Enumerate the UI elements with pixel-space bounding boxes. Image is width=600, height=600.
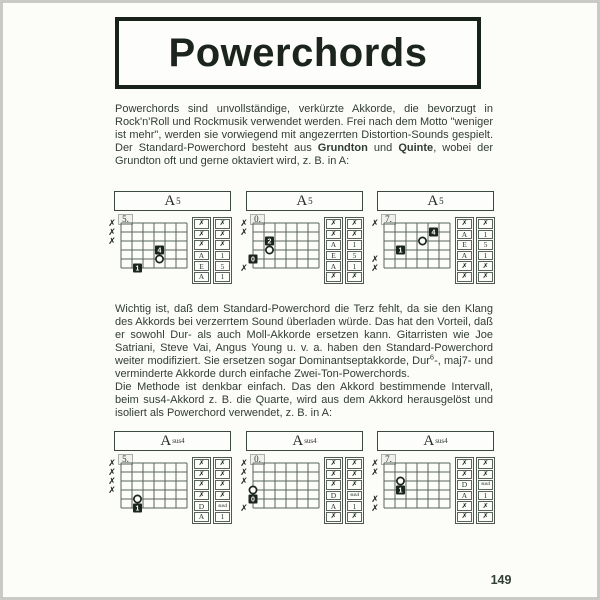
superscript: 6 <box>429 352 435 362</box>
intervals-column <box>213 457 232 524</box>
chord-root: A <box>423 432 435 449</box>
muted-string-x-icon: ✗ <box>108 477 116 488</box>
muted-x-icon: ✗ <box>482 272 489 281</box>
fret-position-label: 7. <box>381 214 396 225</box>
muted-string-x-icon: ✗ <box>108 459 116 470</box>
fretboard-grid <box>108 457 192 517</box>
muted-string-x-icon: ✗ <box>240 477 248 488</box>
muted-x-icon: ✗ <box>198 229 205 238</box>
intervals-column <box>345 457 364 524</box>
fifth-circle-marker <box>419 237 426 244</box>
note-cell <box>326 512 341 522</box>
note-cell <box>194 470 209 480</box>
chord-root: A <box>292 432 304 449</box>
muted-x-icon: ✗ <box>198 491 205 500</box>
cell-value: E <box>462 240 467 250</box>
chord-name-box: A 5 <box>377 191 494 211</box>
muted-x-icon: ✗ <box>330 272 337 281</box>
note-cell <box>457 459 472 469</box>
cell-value: A <box>198 272 205 282</box>
paragraph-methode <box>115 381 493 420</box>
muted-x-icon: ✗ <box>482 512 489 521</box>
muted-x-icon: ✗ <box>461 469 468 478</box>
intervals-column <box>345 217 364 284</box>
interval-cell <box>215 491 230 501</box>
interval-cell <box>478 470 493 480</box>
muted-string-x-icon: ✗ <box>240 459 248 470</box>
paragraph-terz <box>115 303 493 381</box>
finger-number: 1 <box>135 265 140 273</box>
intro-paragraph <box>115 103 493 168</box>
interval-cell <box>347 230 362 240</box>
muted-string-x-icon: ✗ <box>371 468 379 479</box>
muted-string-x-icon: ✗ <box>108 468 116 479</box>
muted-x-icon: ✗ <box>219 240 226 249</box>
muted-x-icon: ✗ <box>461 219 468 228</box>
cell-value: 1 <box>483 229 488 239</box>
chord-name-box: A 5 <box>114 191 231 211</box>
interval-cell <box>215 230 230 240</box>
interval-cell <box>215 459 230 469</box>
interval-cell <box>215 512 230 522</box>
intervals-column <box>476 217 495 284</box>
fretboard-grid <box>371 457 455 517</box>
note-cell <box>457 240 472 250</box>
muted-x-icon: ✗ <box>219 459 226 468</box>
note-cell <box>326 491 341 501</box>
muted-x-icon: ✗ <box>351 459 358 468</box>
chord-diagram-asus4-pos7 <box>371 431 503 523</box>
interval-cell <box>347 251 362 261</box>
cell-value: 5 <box>483 240 488 250</box>
muted-x-icon: ✗ <box>482 219 489 228</box>
muted-x-icon: ✗ <box>330 219 337 228</box>
interval-cell <box>347 261 362 271</box>
intervals-column <box>476 457 495 524</box>
muted-x-icon: ✗ <box>461 459 468 468</box>
finger-number: 1 <box>398 487 403 495</box>
notes-column <box>324 217 343 284</box>
fretboard-grid <box>240 457 324 517</box>
note-cell <box>194 480 209 490</box>
note-cell <box>457 470 472 480</box>
cell-value: sus4 <box>481 481 490 488</box>
interval-cell <box>347 240 362 250</box>
muted-x-icon: ✗ <box>219 480 226 489</box>
note-cell <box>457 251 472 261</box>
finger-number: 2 <box>267 238 272 246</box>
bold-term: Grundton <box>317 142 368 154</box>
text-run: Die Methode ist denkbar einfach. Das den Akkord bestimmende Intervall, beim sus4-Akkord z. B. die Quarte, wird aus dem Akkord herausgelöst und isoliert als Powerchord verwendet, z. B. in A: <box>115 381 493 419</box>
muted-x-icon: ✗ <box>198 219 205 228</box>
chord-root: A <box>427 192 439 209</box>
note-cell <box>326 480 341 490</box>
interval-cell <box>215 272 230 282</box>
muted-x-icon: ✗ <box>330 229 337 238</box>
cell-value: A <box>330 240 337 250</box>
cell-value: 1 <box>483 251 488 261</box>
chord-diagram-a5-pos7 <box>371 191 503 283</box>
chord-root: A <box>160 432 172 449</box>
note-cell <box>457 491 472 501</box>
text-run: und <box>367 142 399 154</box>
interval-cell <box>215 251 230 261</box>
interval-cell <box>347 512 362 522</box>
muted-string-x-icon: ✗ <box>240 264 248 275</box>
muted-x-icon: ✗ <box>219 219 226 228</box>
note-cell <box>194 491 209 501</box>
note-cell <box>326 240 341 250</box>
interval-cell <box>478 480 493 490</box>
chord-root: A <box>164 192 176 209</box>
muted-x-icon: ✗ <box>198 480 205 489</box>
fret-position-label: 5. <box>118 214 133 225</box>
cell-value: A <box>198 251 205 261</box>
finger-number: 0 <box>251 496 255 504</box>
interval-cell <box>478 512 493 522</box>
cell-value: sus4 <box>350 492 359 499</box>
finger-number: 0 <box>251 256 255 264</box>
interval-cell <box>347 272 362 282</box>
note-cell <box>457 261 472 271</box>
interval-cell <box>347 491 362 501</box>
bold-term: Quinte <box>398 142 434 154</box>
interval-cell <box>347 219 362 229</box>
note-cell <box>457 512 472 522</box>
fifth-circle-marker <box>156 255 163 262</box>
notes-column <box>455 217 474 284</box>
cell-value: E <box>199 261 204 271</box>
chord-diagram-asus4-open <box>240 431 372 523</box>
muted-x-icon: ✗ <box>461 512 468 521</box>
finger-number: 1 <box>135 505 140 513</box>
cell-value: 5 <box>352 251 357 261</box>
muted-string-x-icon: ✗ <box>108 486 116 497</box>
note-interval-table <box>455 217 495 284</box>
cell-value: 1 <box>352 501 357 511</box>
note-cell <box>457 501 472 511</box>
note-interval-table <box>324 457 364 524</box>
fifth-circle-marker <box>397 477 404 484</box>
powerchord-diagram-row <box>108 191 528 283</box>
muted-string-x-icon: ✗ <box>108 219 116 230</box>
interval-cell <box>478 219 493 229</box>
chord-diagram-a5-pos5 <box>108 191 240 283</box>
muted-string-x-icon: ✗ <box>371 219 379 230</box>
muted-x-icon: ✗ <box>198 240 205 249</box>
interval-cell <box>478 459 493 469</box>
muted-string-x-icon: ✗ <box>240 228 248 239</box>
cell-value: 1 <box>352 240 357 250</box>
muted-string-x-icon: ✗ <box>108 228 116 239</box>
note-cell <box>194 230 209 240</box>
muted-x-icon: ✗ <box>198 459 205 468</box>
note-cell <box>194 251 209 261</box>
note-cell <box>194 512 209 522</box>
notes-column <box>192 457 211 524</box>
fret-position-label: 0. <box>250 454 265 465</box>
cell-value: sus4 <box>218 502 227 509</box>
note-cell <box>326 230 341 240</box>
note-cell <box>326 459 341 469</box>
note-cell <box>326 470 341 480</box>
chord-root: A <box>296 192 308 209</box>
fret-position-label: 0. <box>250 214 265 225</box>
muted-string-x-icon: ✗ <box>240 219 248 230</box>
interval-cell <box>478 491 493 501</box>
note-cell <box>194 459 209 469</box>
muted-x-icon: ✗ <box>330 512 337 521</box>
note-cell <box>326 501 341 511</box>
book-page <box>3 3 597 597</box>
muted-string-x-icon: ✗ <box>108 237 116 248</box>
muted-x-icon: ✗ <box>351 512 358 521</box>
cell-value: 1 <box>220 251 225 261</box>
finger-number: 4 <box>157 247 162 255</box>
note-cell <box>457 219 472 229</box>
cell-value: A <box>198 512 205 522</box>
note-cell <box>194 272 209 282</box>
cell-value: 1 <box>220 272 225 282</box>
muted-string-x-icon: ✗ <box>371 504 379 515</box>
note-interval-table <box>455 457 495 524</box>
muted-x-icon: ✗ <box>461 272 468 281</box>
interval-cell <box>215 261 230 271</box>
interval-cell <box>215 470 230 480</box>
chord-name-box: A 5 <box>246 191 363 211</box>
text-run: Wichtig ist, daß dem Standard-Powerchord die Terz fehlt, da sie den Klang des Akkords bei verzerrtem Sound überladen würde. Das hat den Vorteil, daß er sowohl Dur- als auch Moll-Akkorde ersetzen kann. Gitarristen wie Joe Satriani, Steve Vai, Angus Young u. v. a. haben den Standard-Powerchord weiter modifiziert. Sie ersetzen sogar Dominantseptakkorde, Dur <box>115 303 493 367</box>
chord-name-box: A sus4 <box>377 431 494 451</box>
note-cell <box>194 240 209 250</box>
interval-cell <box>215 240 230 250</box>
finger-number: 4 <box>431 229 436 237</box>
muted-string-x-icon: ✗ <box>371 459 379 470</box>
muted-string-x-icon: ✗ <box>240 468 248 479</box>
note-cell <box>457 480 472 490</box>
cell-value: D <box>198 501 205 511</box>
interval-cell <box>478 240 493 250</box>
cell-value: 1 <box>483 491 488 501</box>
cell-value: A <box>461 251 468 261</box>
note-interval-table <box>324 217 364 284</box>
page-number: 149 <box>490 573 512 587</box>
note-interval-table <box>192 457 232 524</box>
note-cell <box>457 272 472 282</box>
note-cell <box>326 251 341 261</box>
muted-x-icon: ✗ <box>330 480 337 489</box>
chord-name-box: A sus4 <box>246 431 363 451</box>
chord-diagram-asus4-pos5 <box>108 431 240 523</box>
muted-x-icon: ✗ <box>351 229 358 238</box>
interval-cell <box>215 501 230 511</box>
note-cell <box>326 261 341 271</box>
muted-x-icon: ✗ <box>482 501 489 510</box>
cell-value: D <box>461 480 468 490</box>
text-run: , wobei der Grundton oft und gerne oktaviert wird, z. B. in A: <box>115 142 493 167</box>
muted-x-icon: ✗ <box>482 469 489 478</box>
cell-value: 5 <box>220 261 225 271</box>
interval-cell <box>347 501 362 511</box>
finger-number: 1 <box>398 247 403 255</box>
muted-x-icon: ✗ <box>219 491 226 500</box>
fretboard-grid <box>240 217 324 277</box>
note-interval-table <box>192 217 232 284</box>
interval-cell <box>347 459 362 469</box>
muted-string-x-icon: ✗ <box>371 495 379 506</box>
interval-cell <box>215 480 230 490</box>
cell-value: A <box>330 261 337 271</box>
page-title: Powerchords <box>168 30 428 75</box>
note-cell <box>326 272 341 282</box>
cell-value: A <box>461 491 468 501</box>
muted-string-x-icon: ✗ <box>371 264 379 275</box>
cell-value: E <box>331 251 336 261</box>
cell-value: 1 <box>352 261 357 271</box>
muted-x-icon: ✗ <box>461 261 468 270</box>
interval-cell <box>478 251 493 261</box>
fret-position-label: 7. <box>381 454 396 465</box>
intervals-column <box>213 217 232 284</box>
muted-x-icon: ✗ <box>219 469 226 478</box>
body-paragraphs <box>115 303 493 420</box>
fretboard-grid <box>371 217 455 277</box>
note-cell <box>194 219 209 229</box>
cell-value: A <box>461 229 468 239</box>
note-cell <box>194 261 209 271</box>
title-box <box>115 17 481 89</box>
fifth-circle-marker <box>134 495 141 502</box>
muted-x-icon: ✗ <box>330 459 337 468</box>
interval-cell <box>347 470 362 480</box>
fifth-circle-marker <box>249 486 256 493</box>
interval-cell <box>215 219 230 229</box>
notes-column <box>455 457 474 524</box>
muted-x-icon: ✗ <box>351 272 358 281</box>
interval-cell <box>347 480 362 490</box>
text-run: -, maj7- und verminderte Akkorde durch einfache Zwei-Ton-Powerchords. <box>115 355 493 380</box>
fifth-circle-marker <box>266 246 273 253</box>
muted-x-icon: ✗ <box>482 459 489 468</box>
text-run: Powerchords sind unvollständige, verkürzte Akkorde, die bevorzugt in Rock'n'Roll und Rockmusik verwendet werden. Frei nach dem Motto "weniger ist mehr", werden sie vorwiegend mit angezerrten Distortion-Sounds gespielt. Der Standard-Powerchord besteht aus <box>115 103 493 154</box>
fretboard-grid <box>108 217 192 277</box>
interval-cell <box>478 261 493 271</box>
muted-x-icon: ✗ <box>219 229 226 238</box>
notes-column <box>192 217 211 284</box>
interval-cell <box>478 272 493 282</box>
chord-diagram-a5-open <box>240 191 372 283</box>
muted-x-icon: ✗ <box>351 469 358 478</box>
sus4-diagram-row <box>108 431 528 523</box>
muted-x-icon: ✗ <box>351 219 358 228</box>
muted-x-icon: ✗ <box>330 469 337 478</box>
fret-position-label: 5. <box>118 454 133 465</box>
note-cell <box>194 501 209 511</box>
cell-value: A <box>330 501 337 511</box>
muted-string-x-icon: ✗ <box>240 504 248 515</box>
interval-cell <box>478 230 493 240</box>
muted-x-icon: ✗ <box>482 261 489 270</box>
muted-x-icon: ✗ <box>198 469 205 478</box>
muted-string-x-icon: ✗ <box>371 255 379 266</box>
muted-x-icon: ✗ <box>351 480 358 489</box>
muted-x-icon: ✗ <box>461 501 468 510</box>
cell-value: D <box>330 491 337 501</box>
chord-name-box: A sus4 <box>114 431 231 451</box>
interval-cell <box>478 501 493 511</box>
note-cell <box>457 230 472 240</box>
notes-column <box>324 457 343 524</box>
cell-value: 1 <box>220 512 225 522</box>
note-cell <box>326 219 341 229</box>
